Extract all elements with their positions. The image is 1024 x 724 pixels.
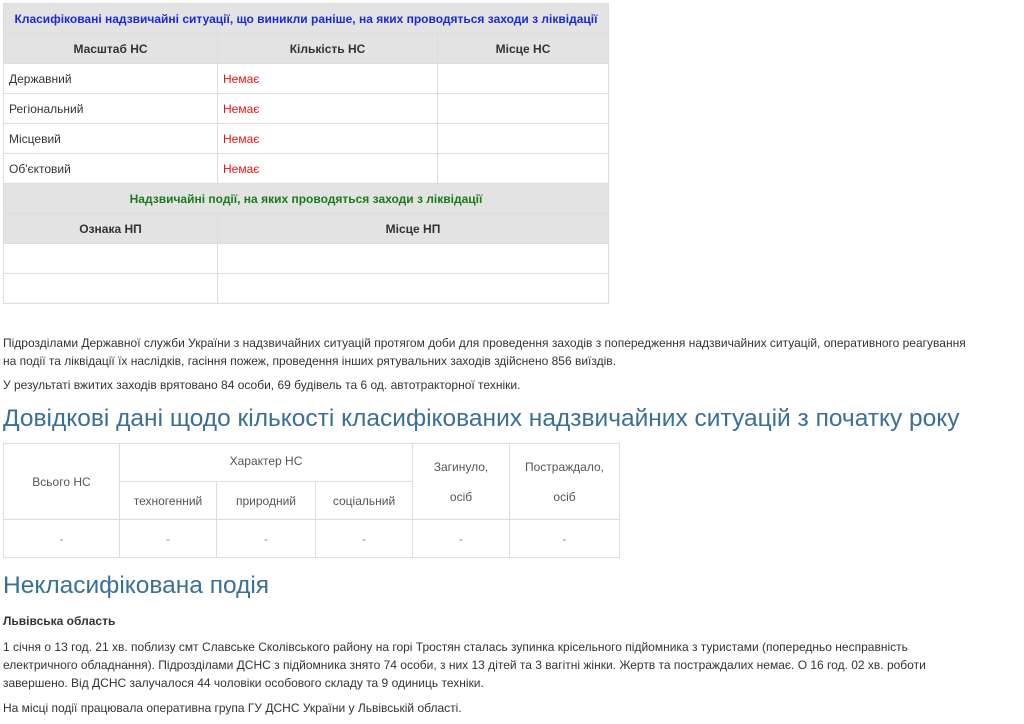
- rescue-results-paragraph: У результаті вжитих заходів врятовано 84 особи, 69 будівель та 6 од. автотракторної техніки.: [3, 378, 521, 392]
- total-header: Всього НС: [4, 444, 120, 520]
- dead-unit: осіб: [449, 489, 473, 504]
- table-row: [4, 244, 609, 274]
- region-title: Львівська область: [3, 614, 116, 628]
- table-row: [4, 124, 609, 154]
- header-event-place: Місце НП: [218, 214, 609, 244]
- header-social: соціальний: [316, 482, 413, 520]
- injured-unit: осіб: [553, 489, 576, 504]
- event-line-2: електричного обладнання). Підрозділами ДСНС з підйомника знято 74 особи, з них 13 дітей та 3 вагітні жінки. Жертв та постраждалих немає. О 16 год. 02 хв. роботи: [3, 658, 926, 672]
- event-place-cell: [218, 244, 609, 274]
- value-cell: -: [120, 520, 217, 558]
- classified-emergencies-caption: Класифіковані надзвичайні ситуації, що виникли раніше, на яких проводяться заходи з ліквідації: [4, 4, 609, 34]
- summary-line-1: Підрозділами Державної служби України з надзвичайних ситуацій протягом доби для проведення заходів з попередження надзвичайних ситуацій, оперативного реагування: [3, 336, 966, 350]
- count-cell: Немає: [218, 124, 438, 154]
- value-cell: -: [413, 520, 510, 558]
- reference-heading: Довідкові дані щодо кількості класифікованих надзвичайних ситуацій з початку року: [3, 405, 960, 432]
- event-place-cell: [218, 274, 609, 304]
- emergency-events-caption: Надзвичайні події, на яких проводяться заходи з ліквідації: [4, 184, 609, 214]
- event-line-1: 1 січня о 13 год. 21 хв. поблизу смт Славське Сколівського району на горі Тростян сталась зупинка крісельного підйомника з туристами (попередньо несправність: [3, 640, 908, 654]
- header-event-sign: Ознака НП: [4, 214, 218, 244]
- summary-paragraph: [3, 334, 1003, 370]
- count-cell: Немає: [218, 64, 438, 94]
- scale-cell: Об'єктовий: [4, 154, 218, 184]
- place-cell: [438, 64, 609, 94]
- table-row: [4, 274, 609, 304]
- reference-table: [3, 443, 620, 558]
- unclassified-heading: Некласифікована подія: [3, 572, 270, 599]
- injured-label: Постраждало,: [525, 459, 604, 474]
- value-cell: -: [217, 520, 316, 558]
- scale-cell: Державний: [4, 64, 218, 94]
- injured-header: [510, 444, 620, 520]
- count-cell: Немає: [218, 94, 438, 124]
- value-cell: -: [510, 520, 620, 558]
- dead-label: Загинуло,: [433, 459, 489, 474]
- value-cell: -: [4, 520, 120, 558]
- event-line-3: завершено. Від ДСНС залучалося 44 чоловіки особового складу та 9 одиниць техніки.: [3, 676, 484, 690]
- header-count: Кількість НС: [218, 34, 438, 64]
- header-scale: Масштаб НС: [4, 34, 218, 64]
- table-row: [4, 64, 609, 94]
- header-place: Місце НС: [438, 34, 609, 64]
- operational-group-note: На місці події працювала оперативна група ГУ ДСНС України у Львівській області.: [3, 701, 462, 715]
- place-cell: [438, 94, 609, 124]
- event-sign-cell: [4, 244, 218, 274]
- event-description: [3, 638, 1003, 692]
- header-natural: природний: [217, 482, 316, 520]
- header-technogenic: техногенний: [120, 482, 217, 520]
- count-cell: Немає: [218, 154, 438, 184]
- value-cell: -: [316, 520, 413, 558]
- place-cell: [438, 154, 609, 184]
- place-cell: [438, 124, 609, 154]
- table-row: [4, 520, 620, 558]
- event-sign-cell: [4, 274, 218, 304]
- table-row: [4, 154, 609, 184]
- scale-cell: Місцевий: [4, 124, 218, 154]
- character-header: Характер НС: [120, 444, 413, 482]
- dead-header: [413, 444, 510, 520]
- table-row: [4, 94, 609, 124]
- current-emergencies-table: [3, 3, 609, 304]
- scale-cell: Регіональний: [4, 94, 218, 124]
- summary-line-2: на події та ліквідації їх наслідків, гасіння пожеж, проведення інших рятувальних заходів здійснено 856 виїздів.: [3, 354, 616, 368]
